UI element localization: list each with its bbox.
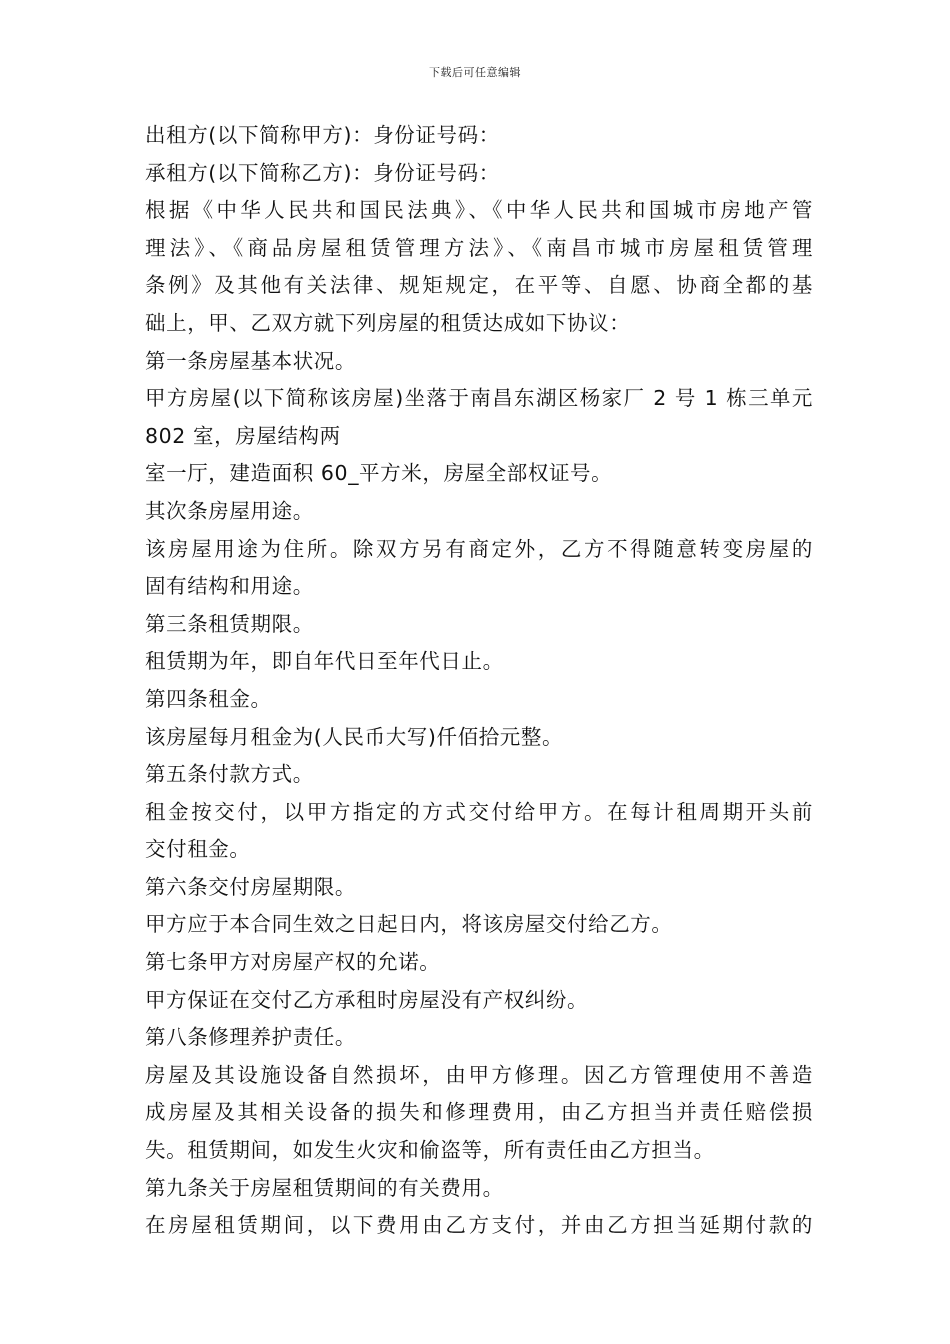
text-line: 802 室，房屋结构两 (145, 423, 341, 448)
text-line: 出租方(以下简称甲方)：身份证号码： (145, 123, 500, 147)
text-line: 第八条修理养护责任。 (145, 1025, 356, 1050)
text-line: 甲方房屋(以下简称该房屋)坐落于南昌东湖区杨家厂 2 号 1 栋三单元 (145, 386, 813, 411)
text-line: 成房屋及其相关设备的损失和修理费用，由乙方担当并责任赔偿损 (145, 1100, 813, 1125)
text-line: 理法》、《商品房屋租赁管理方法》、《南昌市城市房屋租赁管理 (145, 235, 813, 260)
text-line: 第九条关于房屋租赁期间的有关费用。 (145, 1175, 504, 1200)
text-line: 第一条房屋基本状况。 (145, 348, 356, 373)
text-line: 在房屋租赁期间，以下费用由乙方支付，并由乙方担当延期付款的 (145, 1213, 813, 1238)
text-line: 根据《中华人民共和国民法典》、《中华人民共和国城市房地产管 (145, 198, 813, 223)
text-line: 承租方(以下简称乙方)：身份证号码： (145, 160, 500, 185)
text-line: 失。租赁期间，如发生火灾和偷盗等，所有责任由乙方担当。 (145, 1138, 715, 1163)
contract-body (145, 117, 813, 1245)
text-line: 第四条租金。 (145, 686, 272, 711)
text-line: 第五条付款方式。 (145, 762, 314, 787)
text-line: 租赁期为年，即自年代日至年代日止。 (145, 649, 504, 674)
text-line: 室一厅，建造面积 60_平方米，房屋全部权证号。 (145, 461, 613, 486)
text-line: 甲方保证在交付乙方承租时房屋没有产权纠纷。 (145, 987, 589, 1012)
text-line: 交付租金。 (145, 837, 251, 862)
text-line: 第六条交付房屋期限。 (145, 874, 356, 899)
text-line: 该房屋用途为住所。除双方另有商定外，乙方不得随意转变房屋的 (145, 536, 813, 561)
page-header: 下载后可任意编辑 (429, 66, 521, 79)
text-line: 房屋及其设施设备自然损坏，由甲方修理。因乙方管理使用不善造 (145, 1062, 813, 1087)
text-line: 该房屋每月租金为(人民币大写)仟佰拾元整。 (145, 724, 564, 749)
text-line: 固有结构和用途。 (145, 574, 314, 599)
text-line: 其次条房屋用途。 (145, 498, 314, 523)
text-line: 础上，甲、乙双方就下列房屋的租赁达成如下协议： (145, 310, 631, 335)
text-line: 甲方应于本合同生效之日起日内，将该房屋交付给乙方。 (145, 912, 673, 937)
text-line: 租金按交付，以甲方指定的方式交付给甲方。在每计租周期开头前 (145, 799, 813, 824)
text-line: 第三条租赁期限。 (145, 611, 314, 636)
text-line: 第七条甲方对房屋产权的允诺。 (145, 950, 441, 975)
text-line: 条例》及其他有关法律、规矩规定，在平等、自愿、协商全都的基 (145, 273, 813, 298)
